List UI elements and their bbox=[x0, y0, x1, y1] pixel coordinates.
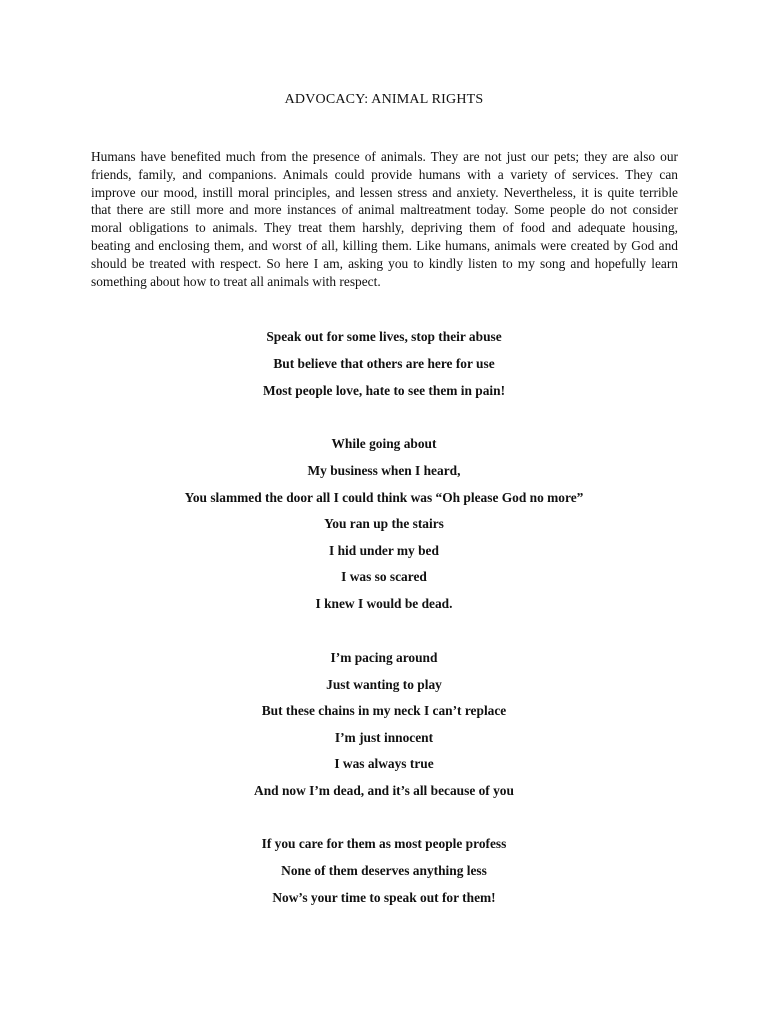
lyric-line: And now I’m dead, and it’s all because of you bbox=[254, 783, 514, 798]
lyric-line: I was so scared bbox=[341, 569, 427, 584]
lyric-line: I was always true bbox=[334, 756, 434, 771]
lyric-line: None of them deserves anything less bbox=[281, 863, 487, 878]
lyric-line: You slammed the door all I could think was “Oh please God no more” bbox=[184, 490, 584, 505]
lyric-line: My business when I heard, bbox=[307, 463, 461, 478]
document-title: ADVOCACY: ANIMAL RIGHTS bbox=[284, 92, 484, 107]
intro-line: improve our mood, instill moral principles, and lessen stress and anxiety. Nevertheless, it is quite terrible bbox=[91, 184, 678, 200]
lyric-line: I’m just innocent bbox=[334, 730, 434, 745]
lyric-line: While going about bbox=[331, 436, 437, 451]
lyric-line: Most people love, hate to see them in pain! bbox=[262, 383, 506, 398]
lyric-line: But these chains in my neck I can’t replace bbox=[261, 703, 507, 718]
lyric-line: Just wanting to play bbox=[326, 677, 442, 692]
intro-line: should be treated with respect. So here I am, asking you to kindly listen to my song and hopefully learn bbox=[91, 255, 678, 271]
lyric-line: You ran up the stairs bbox=[324, 516, 444, 531]
intro-line: beating and enclosing them, and worst of all, killing them. Like humans, animals were created by God and bbox=[91, 237, 678, 253]
intro-line: Humans have benefited much from the presence of animals. They are not just our pets; they are also our bbox=[91, 149, 678, 164]
intro-paragraph bbox=[91, 148, 678, 290]
intro-line: that there are still more and more instances of animal maltreatment today. Some people do not consider bbox=[91, 202, 678, 218]
lyric-line: But believe that others are here for use bbox=[273, 356, 495, 371]
lyric-line: Now’s your time to speak out for them! bbox=[272, 890, 496, 905]
lyric-line: If you care for them as most people profess bbox=[261, 836, 507, 851]
intro-line: friends, family, and companions. Animals could provide humans with a variety of services. They can bbox=[91, 166, 678, 182]
lyric-line: Speak out for some lives, stop their abuse bbox=[266, 329, 502, 344]
lyric-line: I knew I would be dead. bbox=[315, 596, 453, 611]
lyric-line: I’m pacing around bbox=[330, 650, 438, 665]
intro-line: moral obligations to animals. They treat them harshly, depriving them of food and adequate housing, bbox=[91, 220, 678, 236]
intro-line: something about how to treat all animals with respect. bbox=[91, 273, 381, 289]
lyric-line: I hid under my bed bbox=[329, 543, 439, 558]
